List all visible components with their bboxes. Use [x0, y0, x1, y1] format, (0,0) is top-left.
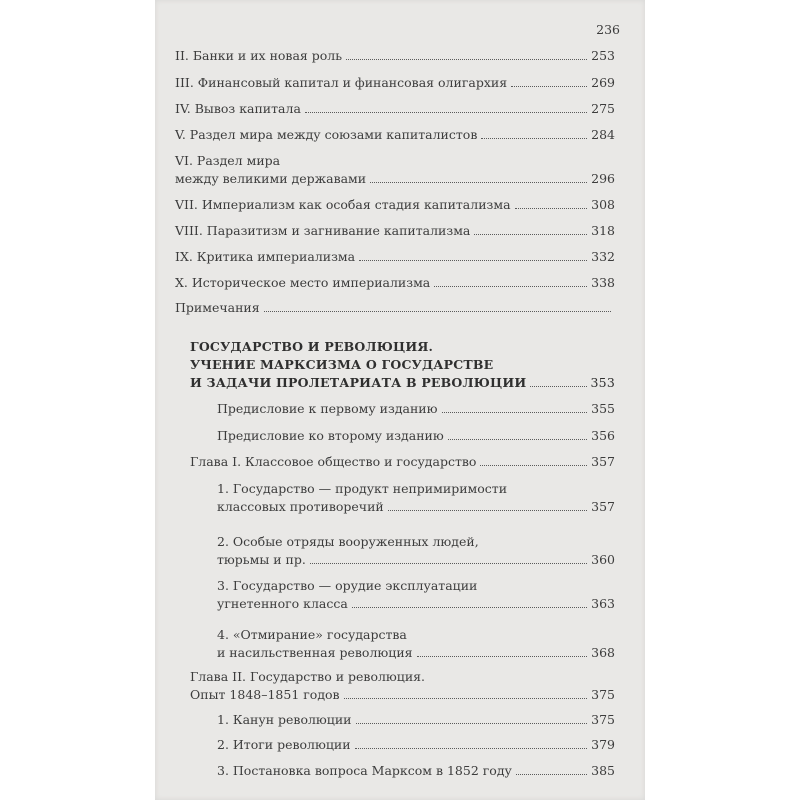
toc-page-number: 375 — [591, 687, 615, 702]
toc-entry-title: VI. Раздел мира — [175, 153, 281, 168]
toc-entry — [175, 48, 615, 63]
toc-page-number: 275 — [591, 101, 615, 116]
toc-entry-title: Предисловие ко второму изданию — [217, 428, 444, 443]
toc-entry — [175, 127, 615, 142]
toc-page-number: 379 — [591, 737, 615, 752]
toc-entry-title: 3. Постановка вопроса Марксом в 1852 году — [217, 763, 512, 778]
toc-page-number: 338 — [591, 275, 615, 290]
toc-entry-title-line2: Опыт 1848–1851 годов — [190, 687, 340, 702]
toc-entry — [175, 171, 615, 186]
toc-entry-title: IV. Вывоз капитала — [175, 101, 301, 116]
toc-page-number: 368 — [591, 645, 615, 660]
toc-entry — [217, 401, 615, 416]
toc-entry-title: 2. Итоги революции — [217, 737, 351, 752]
dot-leader — [388, 510, 587, 511]
toc-page-number: 375 — [591, 712, 615, 727]
toc-entry — [175, 101, 615, 116]
toc-page-number: 353 — [590, 375, 615, 390]
toc-page-number: 357 — [591, 454, 615, 469]
book-page — [155, 0, 645, 800]
toc-entry-title-line2: между великими державами — [175, 171, 367, 186]
dot-leader — [346, 59, 587, 60]
toc-entry — [217, 763, 615, 778]
toc-entry-title: V. Раздел мира между союзами капиталистов — [175, 127, 478, 142]
section-heading-line2: УЧЕНИЕ МАРКСИЗМА О ГОСУДАРСТВЕ — [190, 357, 494, 372]
toc-entry — [217, 428, 615, 443]
toc-page-number: 356 — [591, 428, 615, 443]
toc-entry — [175, 249, 615, 264]
toc-page-number: 284 — [591, 127, 615, 142]
toc-entry-title: IX. Критика империализма — [175, 249, 356, 264]
dot-leader — [359, 260, 587, 261]
toc-entry — [190, 687, 615, 702]
section-heading — [190, 375, 615, 390]
toc-entry — [175, 300, 615, 315]
toc-entry — [217, 737, 615, 752]
toc-entry-title: 4. «Отмирание» государства — [217, 627, 407, 642]
dot-leader — [434, 286, 587, 287]
toc-page-number: 236 — [596, 22, 620, 37]
toc-entry — [175, 223, 615, 238]
toc-entry-title-line2: классовых противоречий — [217, 499, 384, 514]
toc-entry-title: VII. Империализм как особая стадия капитализма — [175, 197, 511, 212]
dot-leader — [356, 723, 588, 724]
toc-entry — [217, 645, 615, 660]
toc-page-number: 360 — [591, 552, 615, 567]
toc-page-number: 332 — [591, 249, 615, 264]
dot-leader — [530, 386, 586, 387]
dot-leader — [417, 656, 588, 657]
toc-entry — [190, 454, 615, 469]
dot-leader — [511, 86, 587, 87]
dot-leader — [355, 748, 588, 749]
dot-leader — [442, 412, 588, 413]
toc-entry — [217, 552, 615, 567]
toc-page-number: 357 — [591, 499, 615, 514]
dot-leader — [264, 311, 611, 312]
toc-entry-title: Примечания — [175, 300, 260, 315]
toc-page-number: 296 — [591, 171, 615, 186]
toc-entry-title-line2: тюрьмы и пр. — [217, 552, 306, 567]
toc-entry — [175, 197, 615, 212]
toc-entry-title: 1. Канун революции — [217, 712, 352, 727]
dot-leader — [515, 208, 588, 209]
dot-leader — [516, 774, 587, 775]
toc-page-number: 269 — [591, 75, 615, 90]
dot-leader — [481, 138, 587, 139]
dot-leader — [480, 465, 587, 466]
toc-page-number: 318 — [591, 223, 615, 238]
toc-entry-title: 1. Государство — продукт непримиримости — [217, 481, 508, 496]
toc-entry-title: Глава I. Классовое общество и государство — [190, 454, 477, 469]
toc-entry-title: X. Историческое место империализма — [175, 275, 431, 290]
toc-entry-title: II. Банки и их новая роль — [175, 48, 343, 63]
toc-page-number: 363 — [591, 596, 615, 611]
dot-leader — [310, 563, 587, 564]
toc-entry — [217, 596, 615, 611]
toc-page-number: 355 — [591, 401, 615, 416]
toc-entry — [217, 499, 615, 514]
toc-entry — [175, 22, 620, 37]
section-heading-line3: И ЗАДАЧИ ПРОЛЕТАРИАТА В РЕВОЛЮЦИИ — [190, 375, 527, 390]
toc-entry-title: 2. Особые отряды вооруженных людей, — [217, 534, 479, 549]
toc-page-number: 385 — [591, 763, 615, 778]
dot-leader — [352, 607, 587, 608]
toc-entry-title-line2: и насильственная революция — [217, 645, 413, 660]
dot-leader — [474, 234, 587, 235]
toc-entry-title: VIII. Паразитизм и загнивание капитализма — [175, 223, 471, 238]
toc-page-number: 308 — [591, 197, 615, 212]
toc-entry — [175, 275, 615, 290]
dot-leader — [370, 182, 587, 183]
toc-entry-title: 3. Государство — орудие эксплуатации — [217, 578, 478, 593]
toc-entry-title-line2: угнетенного класса — [217, 596, 348, 611]
dot-leader — [344, 698, 588, 699]
section-heading-line1: ГОСУДАРСТВО И РЕВОЛЮЦИЯ. — [190, 339, 434, 354]
toc-page-number: 253 — [591, 48, 615, 63]
dot-leader — [305, 112, 587, 113]
dot-leader — [448, 439, 587, 440]
toc-entry-title: III. Финансовый капитал и финансовая олигархия — [175, 75, 508, 90]
toc-entry — [217, 712, 615, 727]
toc-entry-title: Предисловие к первому изданию — [217, 401, 438, 416]
toc-entry-title: Глава II. Государство и революция. — [190, 669, 426, 684]
toc-entry — [175, 75, 615, 90]
